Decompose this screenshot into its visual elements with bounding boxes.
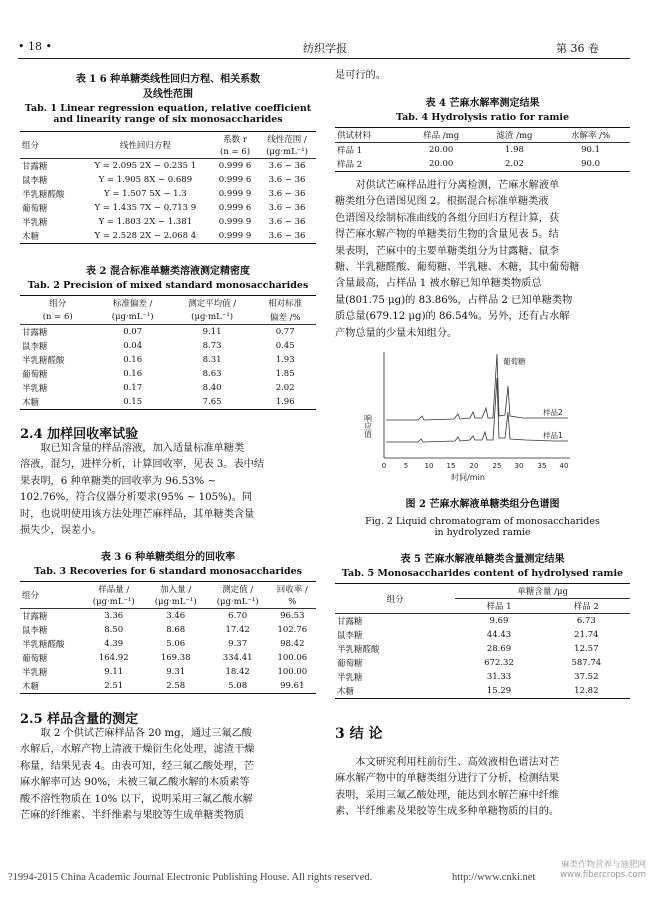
watermark: 麻类作物营养与施肥网 www.fibercrops.com	[560, 860, 646, 880]
table-row: 甘露糖 3.36 3.46 6.70 96.53	[22, 611, 305, 622]
table-3	[20, 581, 316, 694]
table-row: 葡萄糖 0.16 8.63 1.85	[22, 369, 295, 380]
table-row: 葡萄糖 164.92 169.38 334.41 100.06	[22, 653, 308, 664]
t3-unit-2: (μg·mL⁻¹)	[145, 596, 207, 609]
x-tick: 30	[514, 462, 524, 470]
table-1-caption-en-2: and linearity range of six monosaccharides	[53, 114, 283, 125]
footer-url: http://www.cnki.net	[452, 872, 536, 883]
t2-head-n: (n = 6)	[20, 310, 95, 325]
section-2-4-text: 取已知含量的样品溶液，加入适量标准单糖类 溶液，混匀，进样分析，计算回收率，见表 3。表中结 果表明，6 种单糖类的回收率为 96.53% ~ 102.76%，符合仪器分析要求(95% ~ 105%)。同 时，也说明使用该方法处理芒麻样品，其单糖类含量 损失少，误差小。	[20, 443, 265, 537]
section-3-title: 3 结 论	[335, 726, 383, 742]
t4-head-ratio: 水解率 /%	[551, 128, 630, 143]
table-row: 半乳糖 31.33 37.52	[337, 672, 599, 683]
t1-head-unit: (μg·mL⁻¹)	[258, 146, 316, 159]
header-rule	[18, 58, 630, 59]
t3-head-sample: 样品量 /	[98, 585, 130, 595]
section-3-text: 本文研究利用柱前衍生、高效液相色谱法对芒 麻水解产物中的单糖类组分进行了分析，检测结果 表明，采用三氟乙酸处理，能达到水解芒麻中纤维 素、半纤维素及果胶等生成多种单糖物质的目的。	[335, 757, 560, 818]
t4-head-residue: 滤渣 /mg	[478, 128, 551, 143]
series-line-sample-2	[386, 354, 568, 420]
table-row: 鼠李糖 8.50 8.68 17.42 102.76	[22, 625, 308, 636]
x-tick: 35	[537, 462, 547, 470]
table-row: 半乳糖醛酸 Y = 1.507 5X − 1.3 0.999 9 3.6 ~ 36	[22, 189, 306, 200]
section-2-4-title: 2.4 加样回收率试验	[20, 427, 139, 442]
t5-head-component: 组分	[335, 584, 455, 614]
table-5-caption-en: Tab. 5 Monosaccharides content of hydrolysed ramie	[341, 568, 624, 579]
t3-unit-3: (μg·mL⁻¹)	[207, 596, 269, 609]
figure-2-caption-en-2: in hydrolyzed ramie	[434, 527, 531, 538]
table-row: 鼠李糖 44.43 21.74	[337, 630, 599, 641]
t2-head-sd: 标准偏差 /	[112, 299, 153, 309]
t1-head-coef: 系数 r	[223, 135, 247, 145]
table-row: 甘露糖 9.69 6.73	[337, 616, 596, 627]
series-line-sample-1	[386, 378, 568, 442]
x-tick: 15	[446, 462, 456, 470]
section-2-5-title: 2.5 样品含量的测定	[20, 712, 139, 727]
t4-head-material: 供试材料	[335, 128, 405, 143]
table-row: 甘露糖 0.07 9.11 0.77	[22, 327, 295, 338]
table-row: 木糖 0.15 7.65 1.96	[20, 395, 316, 410]
right-paragraph: 对供试芒麻样品进行分离检测，芒麻水解液单 糖类组分色谱图见图 2。根据混合标准单糖类液 色谱图及绘制标准曲线的各组分回归方程计算，获 得芒麻水解产物的单糖类衍生物的含量见表 5。结 果表明，芒麻中的主要单糖类组分为甘露糖、鼠李 糖、半乳糖醛酸、葡萄糖、半乳糖、木糖，其中葡萄糖 含量最高，占样品 1 被水解已知单糖类物质总 量(801.75 μg)的 83.86%，占样品 2 已知单糖类物 质总量(679.12 μg)的 86.54%。另外，还有占水解 产物总量的少量未知组分。	[335, 180, 580, 339]
table-3-caption-cn: 表 3 6 种单糖类组分的回收率	[100, 552, 236, 563]
copyright-footer: ?1994-2015 China Academic Journal Electronic Publishing House. All rights reserved.	[8, 872, 373, 883]
table-row: 样品 1 20.00 1.98 90.1	[337, 145, 600, 156]
table-4	[335, 127, 630, 172]
table-3-caption-en: Tab. 3 Recoveries for 6 standard monosaccharides	[33, 566, 303, 577]
table-row: 半乳糖 0.17 8.40 2.02	[22, 383, 295, 394]
t2-head-unit3: 偏差 /%	[254, 310, 316, 325]
table-row: 葡萄糖 672.32 587.74	[337, 658, 602, 669]
t3-head-component: 组分	[20, 582, 83, 609]
x-tick: 0	[381, 462, 387, 470]
t2-head-component: 组分	[49, 299, 67, 309]
table-row: 半乳糖 9.11 9.31 18.42 100.00	[22, 667, 308, 678]
t5-head-sample-2: 样品 2	[543, 599, 630, 614]
t2-head-unit2: (μg·mL⁻¹)	[170, 310, 254, 325]
x-ticks	[382, 462, 569, 470]
table-row: 鼠李糖 0.04 8.73 0.45	[22, 341, 295, 352]
x-tick: 20	[469, 462, 479, 470]
t3-head-recovery: 回收率 /	[276, 585, 308, 595]
t5-head-sample-1: 样品 1	[455, 599, 542, 614]
table-1-block	[20, 70, 316, 244]
t2-head-unit1: (μg·mL⁻¹)	[95, 310, 169, 325]
x-tick: 5	[403, 462, 409, 470]
t3-head-measured: 测定值 /	[222, 585, 254, 595]
x-axis-label: 时间/min	[451, 473, 485, 482]
section-2-5-text: 取 2 个供试芒麻样品各 20 mg，通过三氟乙酸 水解后，水解产物上清液干燥衍生化处理，滤渣干燥 称量，结果见表 4。由表可知，经三氟乙酸处理，芒 麻水解率可达 90%，未被三氟乙酸水解的木质素等 酸不溶性物质在 10% 以下，说明采用三氟乙酸水解 芒麻的纤维素、半纤维素与果胶等生成单糖类物质	[20, 728, 255, 822]
t5-head-content: 单糖含量 /μg	[455, 584, 630, 599]
t4-head-sample: 样品 /mg	[405, 128, 478, 143]
table-row: 木糖 Y = 2.528 2X − 2.068 4 0.999 9 3.6 ~ 36	[20, 229, 316, 244]
t3-head-added: 加入量 /	[160, 585, 192, 595]
t3-unit-1: (μg·mL⁻¹)	[83, 596, 145, 609]
figure-2-caption	[335, 495, 630, 538]
table-5-block	[335, 550, 630, 699]
t2-head-mean: 测定平均值 /	[188, 299, 237, 309]
y-axis-label: 响应值	[363, 414, 373, 438]
table-row: 鼠李糖 Y = 1.905 8X − 0.689 0.999 6 3.6 ~ 36	[22, 175, 306, 186]
figure-2-caption-cn: 图 2 芒麻水解液单糖类组分色谱图	[405, 499, 560, 510]
x-tick: 40	[559, 462, 569, 470]
volume: 第 36 卷	[556, 42, 599, 55]
figure-2-caption-en: Fig. 2 Liquid chromatogram of monosaccharides	[365, 516, 600, 527]
table-4-caption-cn: 表 4 芒麻水解率测定结果	[425, 98, 540, 109]
chromatogram-figure	[358, 346, 578, 486]
table-1-caption-cn: 表 1 6 种单糖类线性回归方程、相关系数	[75, 74, 261, 85]
legend-sample-2: 样品2	[543, 408, 563, 417]
t1-head-equation: 线性回归方程	[79, 132, 212, 159]
t3-unit-4: %	[269, 596, 316, 609]
table-2-caption-en: Tab. 2 Precision of mixed standard monosaccharides	[27, 280, 309, 291]
right-continuation: 是可行的。	[335, 70, 386, 81]
table-5-caption-cn: 表 5 芒麻水解液单糖类含量测定结果	[400, 554, 565, 565]
table-row: 半乳糖 Y = 1.803 2X − 1.381 0.999 9 3.6 ~ 36	[22, 217, 306, 228]
table-row: 葡萄糖 Y = 1.435 7X − 0.713 9 0.999 6 3.6 ~ 36	[22, 203, 306, 214]
t1-head-component: 组分	[20, 132, 79, 159]
table-2	[20, 295, 316, 410]
table-row: 半乳糖醛酸 4.39 5.06 9.37 98.42	[22, 639, 305, 650]
t1-head-n: (n = 6)	[212, 146, 258, 159]
journal-name: 纺织学报	[303, 42, 347, 55]
table-1-caption-cn-2: 及线性范围	[143, 89, 193, 100]
table-1-caption-en: Tab. 1 Linear regression equation, relative coefficient	[24, 103, 312, 114]
table-2-caption-cn: 表 2 混合标准单糖类溶液测定精密度	[86, 266, 250, 277]
x-tick: 25	[492, 462, 502, 470]
table-row: 木糖 15.29 12.82	[335, 684, 630, 699]
table-row: 甘露糖 Y = 2.095 2X − 0.235 1 0.999 6 3.6 ~ 36	[22, 161, 306, 172]
table-4-block	[335, 94, 630, 172]
table-3-block	[20, 548, 316, 694]
table-row: 半乳糖醛酸 28.69 12.57	[337, 644, 599, 655]
t2-head-rsd: 相对标准	[268, 299, 303, 309]
peak-label-glucose: 葡萄糖	[503, 357, 526, 366]
table-row: 半乳糖醛酸 0.16 8.31 1.93	[22, 355, 295, 366]
table-5	[335, 583, 630, 699]
table-2-block	[20, 262, 316, 410]
legend-sample-1: 样品1	[543, 431, 563, 440]
table-row: 木糖 2.51 2.58 5.08 99.61	[20, 679, 316, 694]
table-4-caption-en: Tab. 4 Hydrolysis ratio for ramie	[395, 112, 570, 123]
t1-head-range: 线性范围 /	[267, 135, 307, 145]
table-row: 样品 2 20.00 2.02 90.0	[335, 157, 630, 172]
table-1	[20, 131, 316, 244]
page-number: • 18 •	[18, 40, 52, 53]
x-tick: 10	[424, 462, 434, 470]
